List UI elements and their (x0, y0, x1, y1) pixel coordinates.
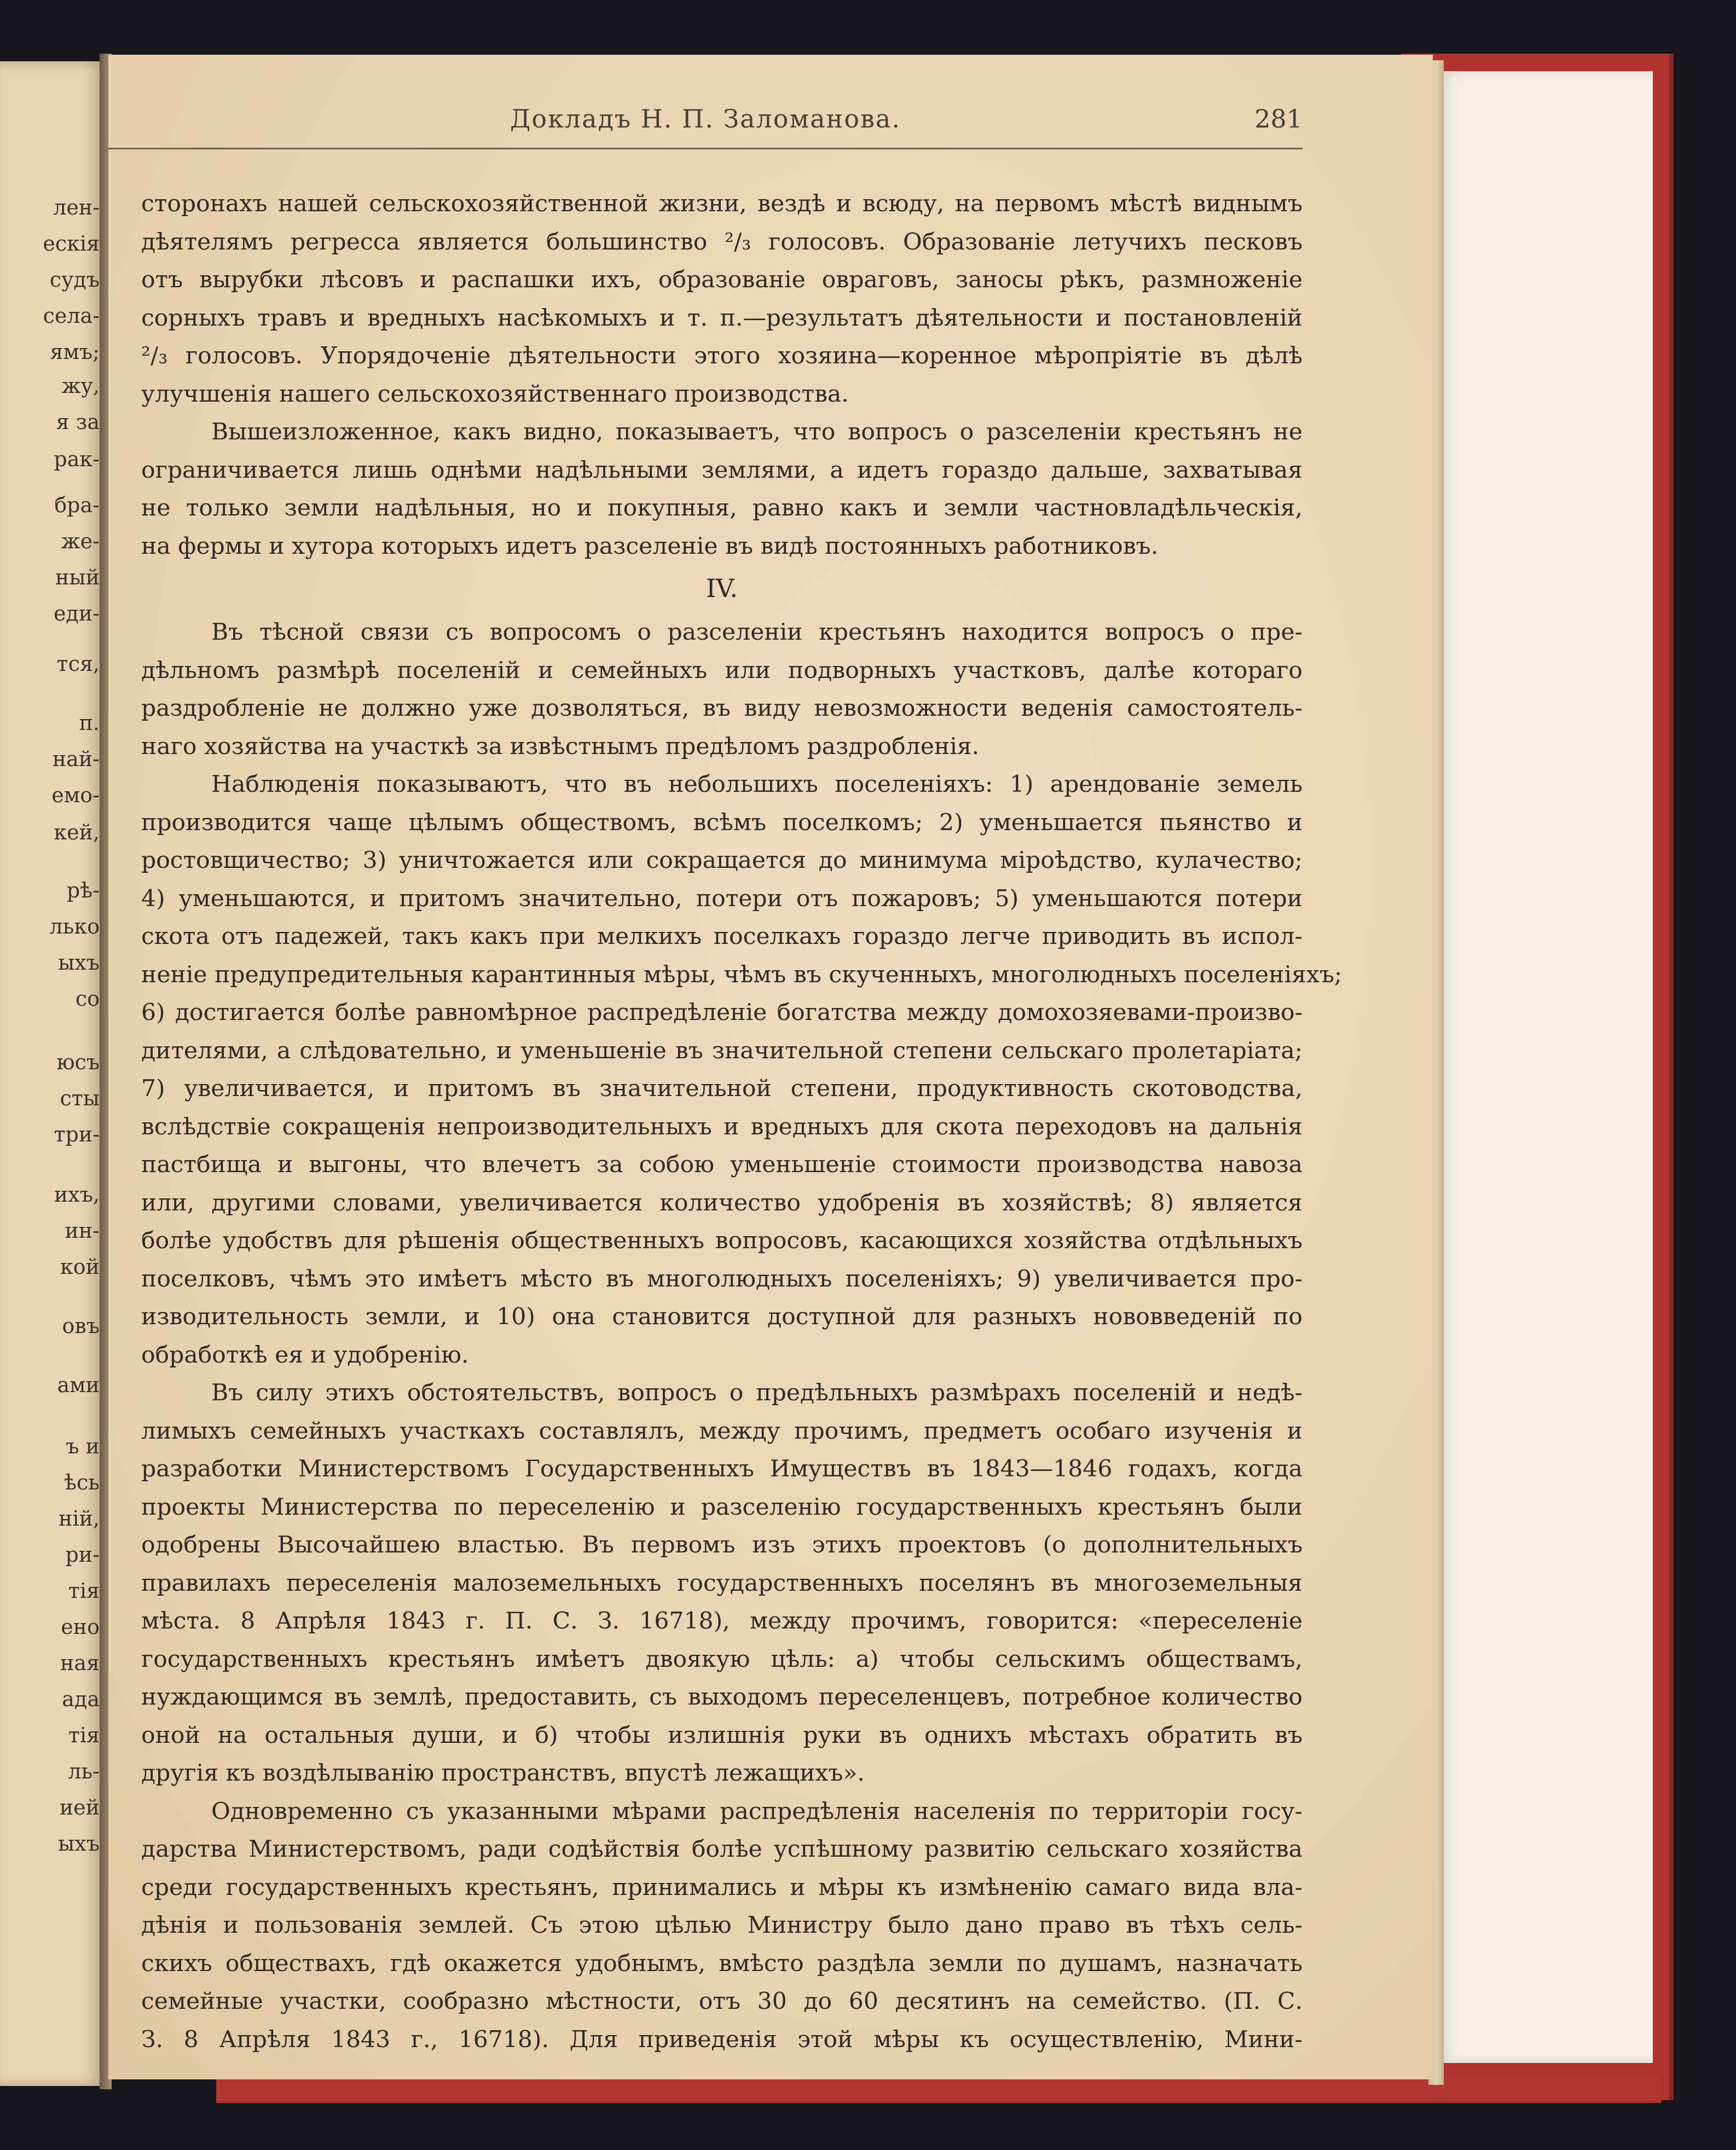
previous-page-fragment: ри- (65, 1543, 100, 1567)
previous-page-fragment: кой (60, 1255, 100, 1279)
previous-page-fragment: со (75, 987, 100, 1011)
text-line: 4) уменьшаются, и притомъ значительно, потери отъ пожаровъ; 5) уменьшаются потери (141, 885, 1303, 912)
text-line: ростовщичество; 3) уничтожается или сокращается до минимума міроѣдство, кулачество; (141, 847, 1303, 874)
text-line: Одновременно съ указанными мѣрами распредѣленія населенія по территоріи госу- (211, 1798, 1303, 1825)
text-line: производится чаще цѣлымъ обществомъ, всѣмъ поселкомъ; 2) уменьшается пьянство и (141, 809, 1303, 836)
previous-page-fragment: три- (54, 1122, 100, 1146)
previous-page-fragment: ено (61, 1615, 100, 1639)
previous-page-fragment: ѣсь (64, 1470, 100, 1494)
previous-page-fragment: ин- (65, 1219, 100, 1243)
text-line: разработки Министерствомъ Государственныхъ Имуществъ въ 1843—1846 годахъ, когда (141, 1456, 1303, 1482)
text-line: правилахъ переселенія малоземельныхъ государственныхъ поселянъ въ многоземельныя (141, 1569, 1303, 1597)
text-line: дителями, а слѣдовательно, и уменьшеніе въ значительной степени сельскаго пролетаріата; (141, 1037, 1303, 1064)
previous-page-fragment: ией (59, 1795, 100, 1819)
previous-page-fragment: же- (61, 529, 100, 553)
paragraph (141, 1374, 1303, 1793)
text-line: государственныхъ крестьянъ имѣетъ двоякую цѣль: а) чтобы сельскимъ обществамъ, (141, 1645, 1303, 1673)
endpaper (1437, 71, 1653, 2063)
text-line: изводительность земли, и 10) она становится доступной для разныхъ нововведеній по (141, 1303, 1303, 1330)
previous-page-fragment: лен- (53, 195, 100, 219)
text-line: пастбища и выгоны, что влечетъ за собою уменьшеніе стоимости производства навоза (141, 1151, 1303, 1178)
previous-page-fragment: ямъ; (50, 340, 100, 364)
paragraph (141, 766, 1342, 1374)
previous-page-fragment: ескія (43, 231, 100, 256)
previous-page-fragment: рѣ- (66, 878, 100, 902)
previous-page-fragment: ыхъ (58, 1832, 100, 1856)
previous-page-fragment: ная (60, 1651, 100, 1675)
text-line: не только земли надѣльныя, но и покупныя, равно какъ и земли частновладѣльческія, (141, 495, 1303, 521)
previous-page-fragment: ихъ, (54, 1183, 100, 1207)
page-number: 281 (1254, 104, 1303, 134)
text-line: Въ силу этихъ обстоятельствъ, вопросъ о предѣльныхъ размѣрахъ поселеній и недѣ- (211, 1380, 1303, 1406)
text-line: на фермы и хутора которыхъ идетъ разселеніе въ видѣ постоянныхъ работниковъ. (141, 532, 1159, 560)
text-line: сторонахъ нашей сельскохозяйственной жизни, вездѣ и всюду, на первомъ мѣстѣ виднымъ (141, 190, 1303, 217)
previous-page-fragment: ній, (59, 1506, 100, 1531)
text-line: оной на остальныя души, и б) чтобы излишнія руки въ однихъ мѣстахъ обратить въ (141, 1722, 1303, 1749)
text-line: вслѣдствіе сокращенія непроизводительныхъ и вредныхъ для скота переходовъ на дальнія (141, 1113, 1303, 1140)
section-heading: IV. (706, 573, 738, 603)
previous-page-fragment: рак- (54, 447, 100, 471)
page-header (108, 104, 1303, 148)
previous-page-fragment: ный (55, 565, 100, 589)
text-line: улучшенія нашего сельскохозяйственнаго производства. (141, 380, 849, 408)
paragraph (141, 613, 1303, 766)
header-rule (108, 148, 1303, 149)
text-line: обработкѣ ея и удобренію. (141, 1341, 469, 1369)
text-line: Наблюденія показываютъ, что въ небольшихъ поселеніяхъ: 1) арендованіе земель (211, 771, 1303, 798)
text-line: Въ тѣсной связи съ вопросомъ о разселеніи крестьянъ находится вопросъ о пре- (211, 619, 1303, 646)
previous-page-fragment: емо- (51, 783, 100, 807)
text-line: ограничивается лишь однѣми надѣльными землями, а идетъ гораздо дальше, захватывая (141, 456, 1303, 484)
text-line: среди государственныхъ крестьянъ, принимались и мѣры къ измѣненію самаго вида вла- (141, 1874, 1303, 1901)
text-line: нуждающимся въ землѣ, предоставить, съ выходомъ переселенцевъ, потребное количество (141, 1684, 1303, 1711)
previous-page-fragment: ада (62, 1687, 100, 1711)
text-line: отъ вырубки лѣсовъ и распашки ихъ, образованіе овраговъ, заносы рѣкъ, размноженіе (141, 266, 1303, 293)
text-line: или, другими словами, увеличивается количество удобренія въ хозяйствѣ; 8) является (141, 1189, 1303, 1216)
previous-page-fragment: сты (60, 1086, 100, 1110)
text-line: раздробленіе не должно уже дозволяться, въ виду невозможности веденія самостоятель- (141, 695, 1303, 722)
previous-page-fragment: лько (49, 914, 100, 938)
text-line: семейные участки, сообразно мѣстности, отъ 30 до 60 десятинъ на семейство. (П. С. (141, 1988, 1303, 2015)
text-line: скихъ обществахъ, гдѣ окажется удобнымъ, вмѣсто раздѣла земли по душамъ, назначать (141, 1950, 1303, 1977)
previous-page-fragment: овъ (62, 1314, 100, 1338)
previous-page-fragment: ъ и (66, 1434, 100, 1458)
paragraph (141, 413, 1303, 565)
previous-page-fragment: ль- (68, 1759, 100, 1783)
book-cover-edge (216, 2077, 1661, 2103)
previous-page-fragment: судъ (49, 268, 100, 292)
text-line: дарства Министерствомъ, ради содѣйствія болѣе успѣшному развитію сельскаго хозяйства (141, 1836, 1303, 1863)
text-line: ²/₃ голосовъ. Упорядоченіе дѣятельности этого хозяина—коренное мѣропріятіе въ дѣлѣ (141, 343, 1303, 369)
previous-page-fragment: тія (68, 1723, 100, 1747)
text-line: проекты Министерства по переселенію и разселенію государственныхъ крестьянъ были (141, 1493, 1303, 1521)
text-line: поселковъ, чѣмъ это имѣетъ мѣсто въ многолюдныхъ поселеніяхъ; 9) увеличивается про- (141, 1265, 1303, 1293)
text-line: лимыхъ семейныхъ участкахъ составлялъ, между прочимъ, предметъ особаго изученія и (141, 1417, 1303, 1445)
text-line: скота отъ падежей, такъ какъ при мелкихъ поселкахъ гораздо легче приводить въ испол- (141, 923, 1303, 950)
previous-page-fragment: кей, (54, 820, 100, 844)
text-line: наго хозяйства на участкѣ за извѣстнымъ предѣломъ раздробленія. (141, 733, 980, 760)
previous-page-fragment: села- (43, 304, 100, 328)
previous-page-fragment: най- (52, 747, 100, 771)
previous-page-fragment: еди- (53, 601, 100, 625)
text-line: болѣе удобствъ для рѣшенія общественныхъ вопросовъ, касающихся хозяйства отдѣльныхъ (141, 1227, 1303, 1254)
running-head: Докладъ Н. П. Заломанова. (510, 104, 901, 134)
text-line: другія къ воздѣлыванію пространствъ, впустѣ лежащихъ». (141, 1760, 865, 1787)
text-line: мѣста. 8 Апрѣля 1843 г. П. С. З. 16718), между прочимъ, говорится: «переселеніе (141, 1608, 1303, 1635)
text-line: З. 8 Апрѣля 1843 г., 16718). Для приведенія этой мѣры къ осуществленію, Мини- (141, 2026, 1303, 2053)
text-line: дѣнія и пользованія землей. Съ этою цѣлью Министру было дано право въ тѣхъ сель- (141, 1912, 1303, 1939)
previous-page-fragment: тся, (56, 652, 100, 676)
text-line: дѣльномъ размѣрѣ поселеній и семейныхъ или подворныхъ участковъ, далѣе котораго (141, 657, 1303, 684)
previous-page-fragment: тія (68, 1579, 100, 1603)
text-line: 6) достигается болѣе равномѣрное распредѣленіе богатства между домохозяевами-произво- (141, 999, 1303, 1026)
previous-page-fragment: ыхъ (58, 951, 100, 975)
previous-page-fragment: п. (79, 711, 100, 735)
previous-page-fragment: юсъ (56, 1050, 100, 1074)
previous-page-fragment: я за (56, 410, 100, 434)
previous-page-fragment: ами (57, 1373, 100, 1397)
previous-page-fragment: жу, (61, 374, 100, 398)
text-line: неніе предупредительныя карантинныя мѣры, чѣмъ въ скученныхъ, многолюдныхъ поселеніяхъ; (141, 961, 1342, 988)
previous-page-sliver (0, 61, 104, 2086)
previous-page-fragment: бра- (54, 493, 100, 517)
text-line: Вышеизложенное, какъ видно, показываетъ, что вопросъ о разселеніи крестьянъ не (211, 419, 1303, 445)
body-text (141, 185, 1342, 2059)
text-line: одобрены Высочайшею властью. Въ первомъ изъ этихъ проектовъ (о дополнительныхъ (141, 1532, 1303, 1558)
text-line: дѣятелямъ регресса является большинство ²/₃ голосовъ. Образованіе летучихъ песковъ (141, 228, 1303, 256)
text-line: сорныхъ травъ и вредныхъ насѣкомыхъ и т. п.—результатъ дѣятельности и постановленій (141, 304, 1303, 332)
text-line: 7) увеличивается, и притомъ въ значительной степени, продуктивность скотоводства, (141, 1075, 1303, 1102)
paragraph (141, 185, 1303, 413)
paragraph (141, 1793, 1303, 2059)
